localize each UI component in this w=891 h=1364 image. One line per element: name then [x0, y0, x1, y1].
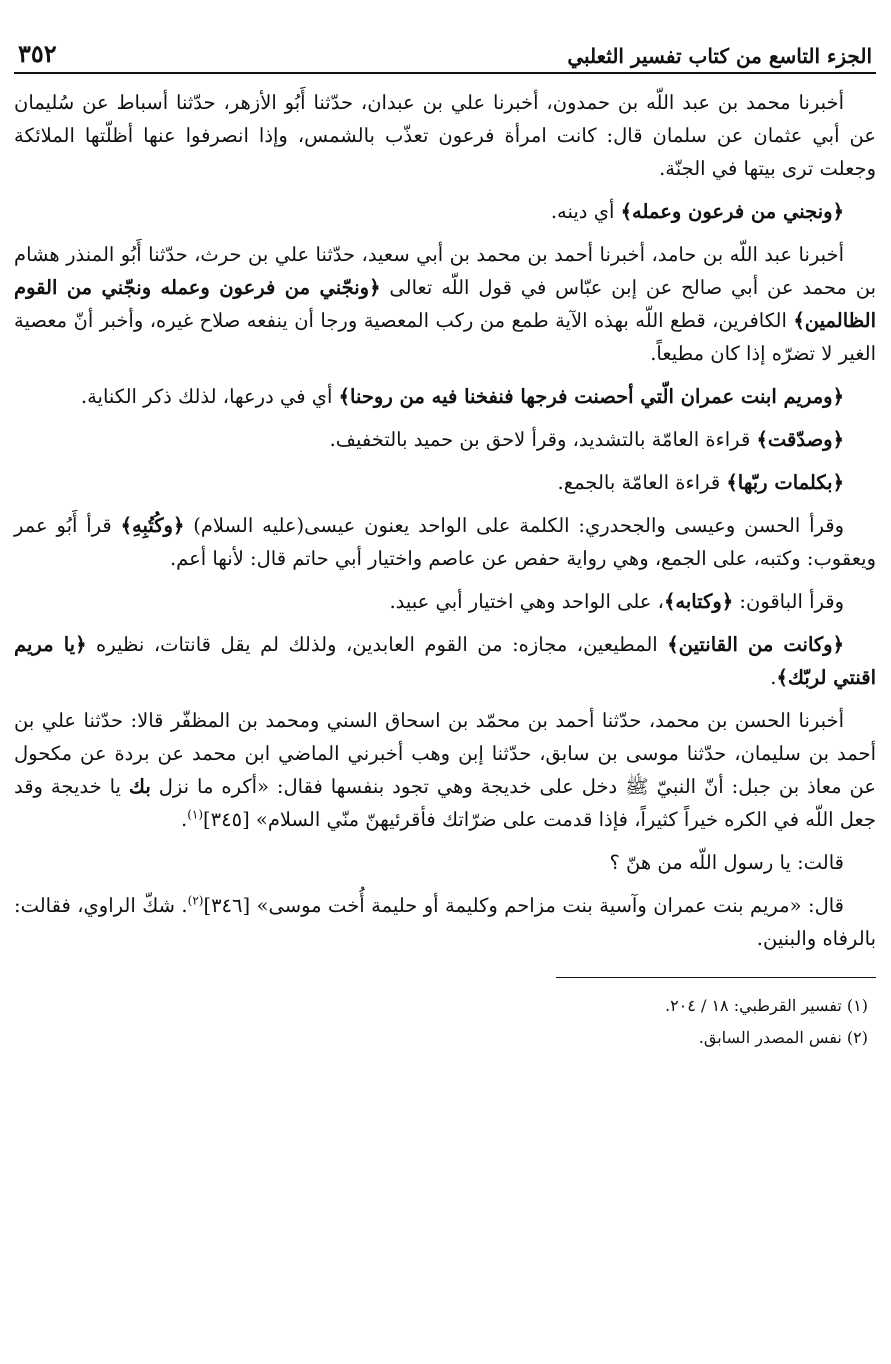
paragraph-text: .	[181, 808, 188, 831]
paragraph-text: ، على الواحد وهي اختيار أبي عبيد.	[389, 590, 664, 613]
page-number: ٣٥٢	[18, 39, 57, 68]
footnote-1: (١) تفسير القرطبي: ١٨ / ٢٠٤.	[665, 996, 868, 1015]
paragraph-text: أخبرنا عبد اللّه بن حامد، أخبرنا أحمد بن محمد بن أبي سعيد، حدّثنا علي بن حرث، حدّثنا أَبُو المنذر هشام بن محمد عن أبي صالح عن إبن عبّاس في قول اللّه تعالى	[14, 243, 876, 299]
paragraph-text: أي دينه.	[550, 200, 621, 223]
paragraph-10	[14, 704, 876, 836]
paragraph-11: قالت: يا رسول اللّه من هنّ ؟	[609, 851, 844, 874]
paragraph-text: وقرأ الباقون:	[733, 590, 844, 613]
quran-quote: ﴿ونجّني من فرعون وعمله ونجّني من القوم الظالمين﴾	[14, 276, 876, 332]
footnotes	[14, 992, 876, 1052]
paragraph-text: . شكّ الراوي، فقالت: بالرفاه والبنين.	[14, 894, 876, 950]
bold-word: بك	[128, 775, 151, 798]
running-head-title: الجزء التاسع من كتاب تفسير الثعلبي	[567, 44, 872, 68]
quran-quote: ﴿وكانت من القانتين﴾	[667, 633, 845, 656]
footnote-ref[interactable]: (٢)	[187, 893, 204, 908]
footnote-divider	[556, 977, 876, 978]
paragraph-text: أي في درعها، لذلك ذكر الكناية.	[80, 385, 339, 408]
paragraph-12	[14, 889, 876, 955]
paragraph-text: قرأ أَبُو عمر ويعقوب: وكتبه، على الجمع، وهي رواية حفص عن عاصم واختيار أبي حاتم قال: لأنها أعم.	[14, 514, 876, 570]
paragraph-1: أخبرنا محمد بن عبد اللّه بن حمدون، أخبرنا علي بن عبدان، حدّثنا أَبُو الأزهر، حدّثنا أسباط عن سُليمان عن أبي عثمان عن سلمان قال: كانت امرأة فرعون تعذّب بالشمس، وإذا انصرفوا عنها أظلّتها الملائكة وجعلت ترى بيتها في الجنّة.	[14, 91, 876, 180]
paragraph-2	[14, 195, 876, 228]
footnote-ref[interactable]: (١)	[187, 807, 204, 822]
quran-quote: ﴿وكُتُبِهِ﴾	[120, 514, 185, 537]
paragraph-text: وقرأ الحسن وعيسى والجحدري: الكلمة على الواحد يعنون عيسى(عليه السلام)	[184, 514, 845, 537]
quran-quote: ﴿ومريم ابنت عمران الّتي أحصنت فرجها فنفخنا فيه من روحنا﴾	[338, 385, 844, 408]
paragraph-6	[14, 466, 876, 499]
footnote-2: (٢) نفس المصدر السابق.	[698, 1028, 868, 1047]
quran-quote: ﴿وكتابه﴾	[663, 590, 734, 613]
paragraph-8	[14, 585, 876, 618]
quran-quote: ﴿يا مريم اقنتي لربّك﴾	[14, 633, 876, 689]
quran-quote: ﴿بكلمات ربّها﴾	[726, 471, 844, 494]
paragraph-9	[14, 628, 876, 694]
paragraph-4	[14, 380, 876, 413]
paragraph-text: قال: «مريم بنت عمران وآسية بنت مزاحم وكليمة أو حليمة أُخت موسى» [٣٤٦]	[203, 894, 844, 917]
book-page	[14, 22, 876, 1342]
paragraph-text: .	[770, 666, 777, 689]
paragraph-text: قراءة العامّة بالتشديد، وقرأ لاحق بن حميد بالتخفيف.	[329, 428, 757, 451]
paragraph-3	[14, 238, 876, 370]
paragraph-text: يا خديجة وقد جعل اللّه في الكره خيراً كثيراً، فإذا قدمت على ضرّاتك فأقرئيهنّ منّي السلام» [٣٤٥]	[14, 775, 876, 831]
page-body	[14, 74, 876, 955]
running-head	[14, 22, 876, 74]
paragraph-7	[14, 509, 876, 575]
paragraph-text: المطيعين، مجازه: من القوم العابدين، ولذلك لم يقل قانتات، نظيره	[86, 633, 668, 656]
quran-quote: ﴿ونجني من فرعون وعمله﴾	[620, 200, 844, 223]
paragraph-text: أخبرنا الحسن بن محمد، حدّثنا أحمد بن محمّد بن اسحاق السني ومحمد بن المظفّر قالا: حدّثنا علي بن أحمد بن سليمان، حدّثنا موسى بن سابق، حدّثنا إبن وهب أخبرني الماضي ابن محمد عن بردة عن مكحول عن معاذ بن جبل: أنّ النبيّ ﷺ دخل على خديجة وهي تجود بنفسها فقال: «أكره ما نزل	[14, 709, 876, 798]
paragraph-text: الكافرين، قطع اللّه بهذه الآية طمع من ركب المعصية ورجا أن ينفعه صلاح غيره، وأخبر أنّ معصية الغير لا تضرّه إذا كان مطيعاً.	[14, 309, 876, 365]
quran-quote: ﴿وصدّقت﴾	[756, 428, 844, 451]
paragraph-text: قراءة العامّة بالجمع.	[557, 471, 727, 494]
paragraph-5	[14, 423, 876, 456]
